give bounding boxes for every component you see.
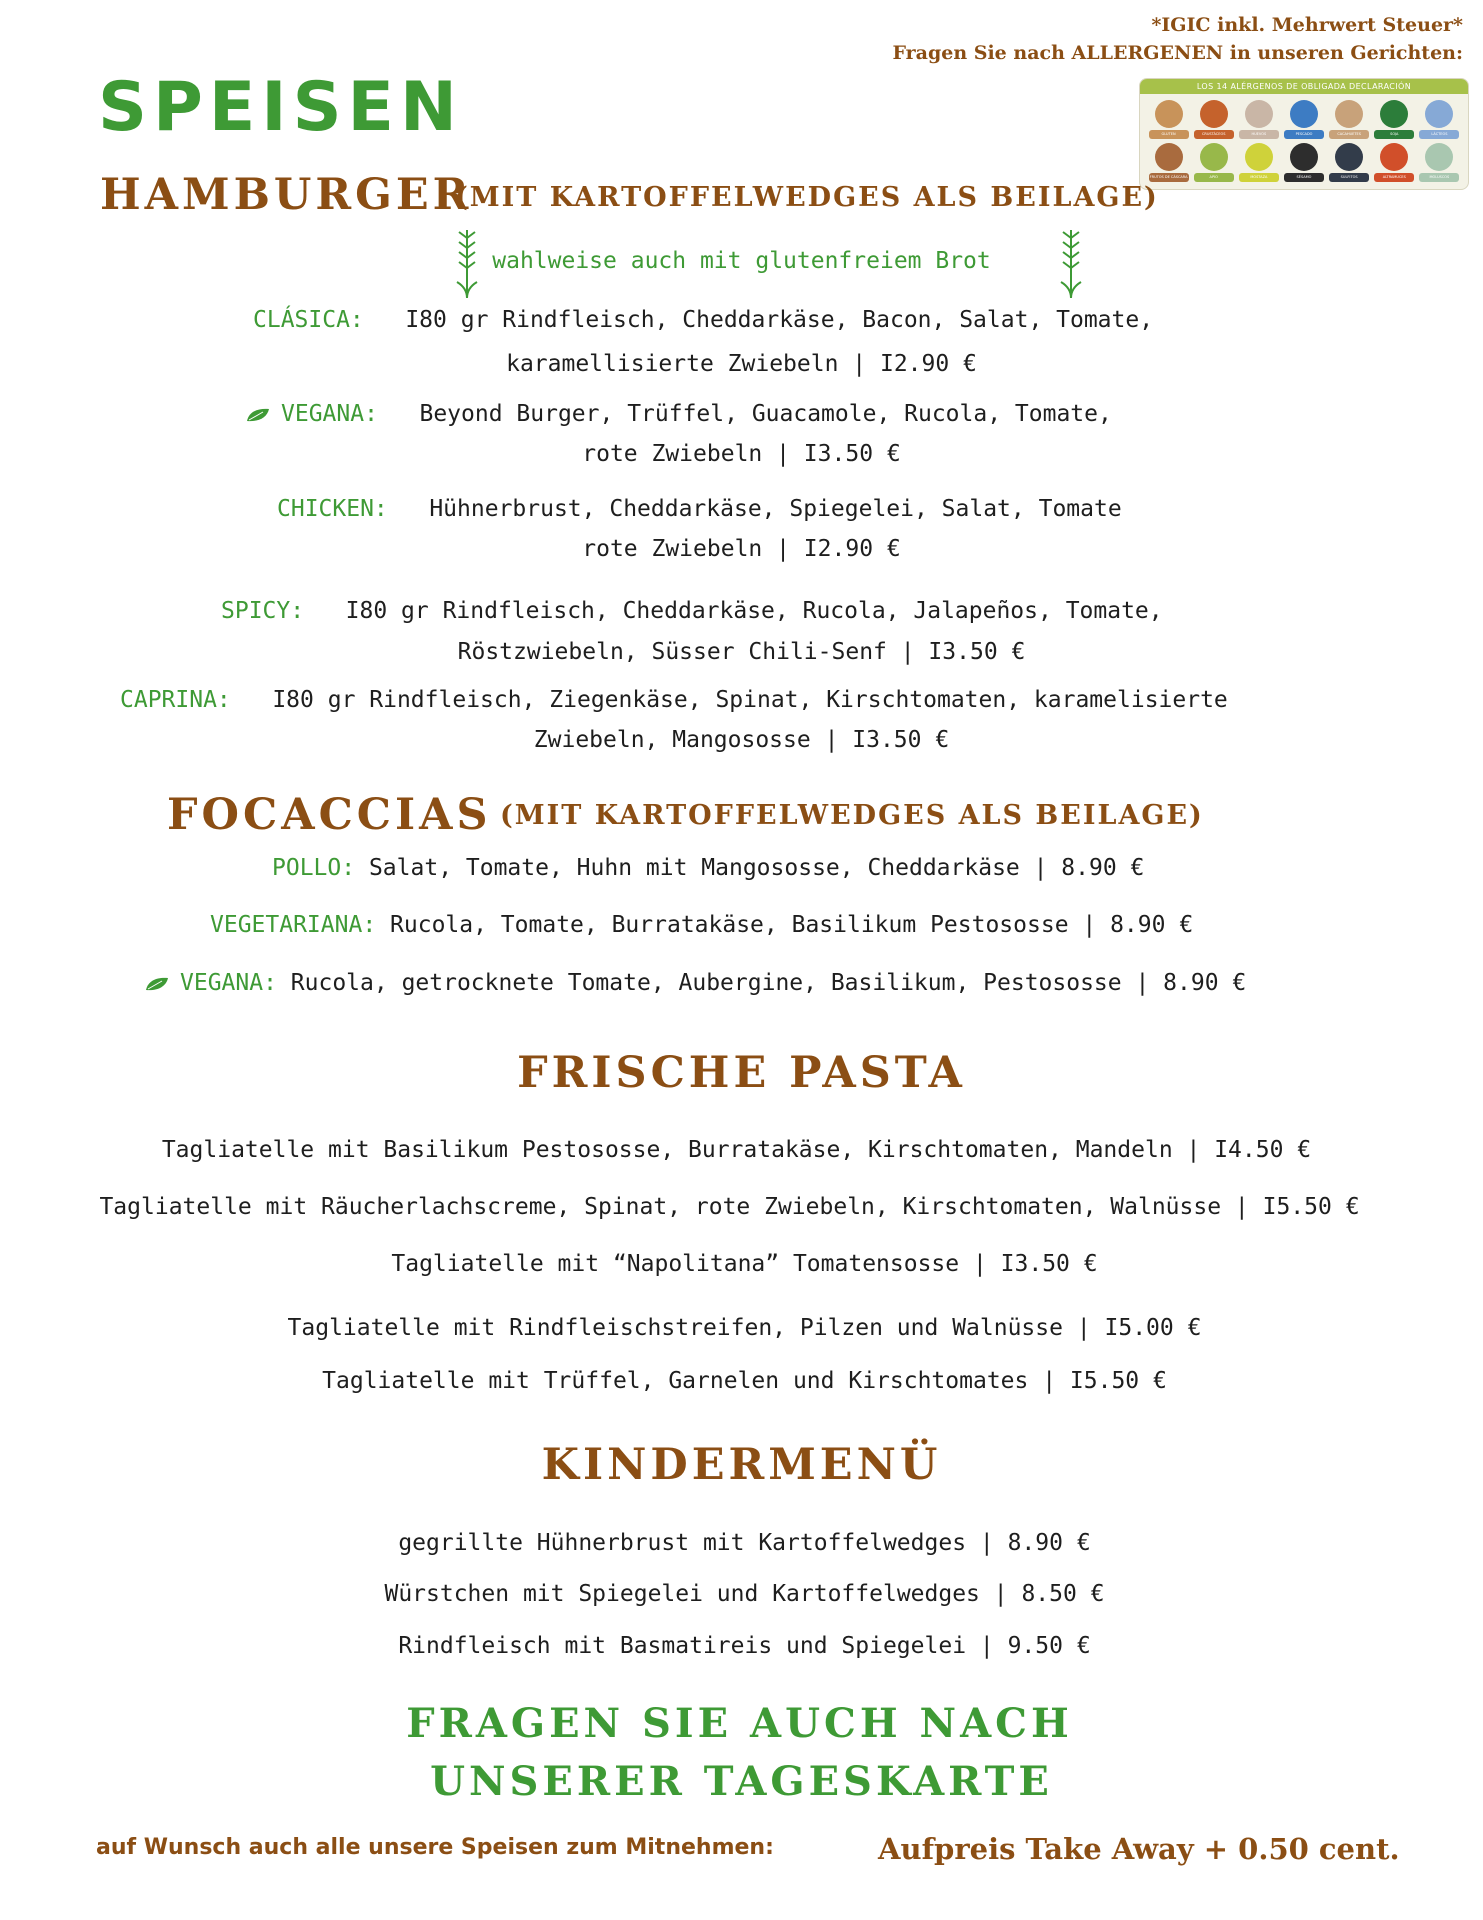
allergen-icon	[1290, 100, 1318, 128]
allergen-item	[1327, 143, 1372, 182]
allergen-icon	[1425, 143, 1453, 171]
allergen-item	[1327, 100, 1372, 139]
page-title: SPEISEN	[98, 68, 463, 147]
allergen-grid	[1140, 94, 1468, 182]
burger-clasica-line1: I80 gr Rindfleisch, Cheddarkäse, Bacon, Salat, Tomate,	[405, 307, 1154, 333]
allergen-icon	[1200, 143, 1228, 171]
burger-vegana-label: VEGANA:	[281, 401, 378, 427]
burger-chicken-label: CHICKEN:	[277, 496, 388, 522]
kids-item: Rindfleisch mit Basmatireis und Spiegelei | 9.50 €	[398, 1633, 1091, 1659]
allergen-icon	[1380, 143, 1408, 171]
burger-clasica-label: CLÁSICA:	[253, 307, 364, 333]
allergen-label: MOSTAZA	[1239, 173, 1279, 182]
allergen-item	[1372, 100, 1417, 139]
burger-clasica-line2: karamellisierte Zwiebeln | I2.90 €	[506, 351, 977, 377]
daily-menu-line1: FRAGEN SIE AUCH NACH	[406, 1700, 1073, 1747]
takeaway-note: auf Wunsch auch alle unsere Speisen zum Mitnehmen:	[96, 1835, 774, 1860]
allergen-note: Fragen Sie nach ALLERGENEN in unseren Gerichten:	[892, 42, 1463, 64]
tax-note: *IGIC inkl. Mehrwert Steuer*	[1151, 14, 1463, 36]
pasta-title: FRISCHE PASTA	[517, 1048, 966, 1098]
kids-item: Würstchen mit Spiegelei und Kartoffelwedges | 8.50 €	[384, 1581, 1105, 1607]
pasta-item: Tagliatelle mit “Napolitana” Tomatensosse | I3.50 €	[391, 1251, 1098, 1277]
allergen-label: APIO	[1194, 173, 1234, 182]
allergen-label: GLUTEN	[1149, 130, 1189, 139]
allergen-icon	[1155, 143, 1183, 171]
gluten-free-note: wahlweise auch mit glutenfreiem Brot	[492, 248, 991, 274]
focaccia-vegana-text: Rucola, getrocknete Tomate, Aubergine, Basilikum, Pestososse | 8.90 €	[290, 970, 1247, 996]
allergen-icon	[1155, 100, 1183, 128]
focaccia-vegetariana	[210, 905, 1193, 945]
allergen-item	[1417, 100, 1462, 139]
allergen-label: CRUSTÁCEOS	[1194, 130, 1234, 139]
hamburger-title: HAMBURGER	[100, 170, 473, 220]
allergen-icon	[1245, 143, 1273, 171]
burger-vegana-line1: Beyond Burger, Trüffel, Guacamole, Rucola, Tomate,	[419, 401, 1112, 427]
allergen-item	[1281, 143, 1326, 182]
allergen-label: SÉSAMO	[1284, 173, 1324, 182]
leaf-icon	[144, 976, 170, 992]
allergen-label: LÁCTEOS	[1419, 130, 1459, 139]
allergen-label: FRUTOS DE CÁSCARA	[1149, 173, 1189, 182]
burger-spicy-line1: I80 gr Rindfleisch, Cheddarkäse, Rucola, Jalapeños, Tomate,	[345, 598, 1163, 624]
kids-title: KINDERMENÜ	[541, 1440, 942, 1490]
allergen-item	[1236, 143, 1281, 182]
burger-vegana	[245, 394, 1112, 434]
leaf-icon	[245, 407, 271, 423]
allergen-icon	[1335, 100, 1363, 128]
burger-caprina-label: CAPRINA:	[120, 687, 231, 713]
allergen-label: MOLUSCOS	[1419, 173, 1459, 182]
allergen-icon	[1245, 100, 1273, 128]
takeaway-price: Aufpreis Take Away + 0.50 cent.	[878, 1832, 1400, 1866]
hamburger-subtitle: (MIT KARTOFFELWEDGES ALS BEILAGE)	[455, 182, 1159, 213]
focaccia-vegana-label: VEGANA:	[180, 970, 277, 996]
allergen-label: ALTRAMUCES	[1374, 173, 1414, 182]
allergen-icon	[1425, 100, 1453, 128]
allergen-label: HUEVOS	[1239, 130, 1279, 139]
kids-item: gegrillte Hühnerbrust mit Kartoffelwedges | 8.90 €	[398, 1530, 1091, 1556]
burger-chicken	[277, 489, 1122, 529]
allergen-label: SOJA	[1374, 130, 1414, 139]
burger-clasica	[253, 300, 1153, 340]
allergen-item	[1281, 100, 1326, 139]
allergen-label: CACAHUETES	[1329, 130, 1369, 139]
focaccia-pollo-text: Salat, Tomate, Huhn mit Mangososse, Cheddarkäse | 8.90 €	[368, 855, 1145, 881]
focaccia-vegana	[144, 963, 1246, 1003]
wheat-right-icon	[1058, 226, 1084, 302]
burger-caprina-line2: Zwiebeln, Mangososse | I3.50 €	[533, 727, 950, 753]
focaccia-pollo-label: POLLO:	[272, 855, 356, 881]
focaccia-vegetariana-label: VEGETARIANA:	[210, 912, 377, 938]
burger-vegana-line2: rote Zwiebeln | I3.50 €	[582, 441, 901, 467]
focaccia-vegetariana-text: Rucola, Tomate, Burratakäse, Basilikum Pestososse | 8.90 €	[390, 912, 1194, 938]
burger-caprina-line1: I80 gr Rindfleisch, Ziegenkäse, Spinat, Kirschtomaten, karamelisierte	[272, 687, 1228, 713]
allergen-item	[1191, 143, 1236, 182]
allergen-chart	[1139, 78, 1469, 190]
allergen-item	[1372, 143, 1417, 182]
burger-chicken-line2: rote Zwiebeln | I2.90 €	[582, 536, 901, 562]
burger-spicy-label: SPICY:	[221, 598, 305, 624]
daily-menu-line2: UNSERER TAGESKARTE	[430, 1758, 1053, 1805]
allergen-item	[1146, 100, 1191, 139]
burger-spicy	[221, 591, 1163, 631]
focaccia-pollo	[272, 848, 1144, 888]
allergen-icon	[1200, 100, 1228, 128]
allergen-item	[1417, 143, 1462, 182]
pasta-item: Tagliatelle mit Räucherlachscreme, Spinat, rote Zwiebeln, Kirschtomaten, Walnüsse | I5.50 €	[99, 1194, 1360, 1220]
allergen-item	[1191, 100, 1236, 139]
allergen-label: SULFITOS	[1329, 173, 1369, 182]
allergen-label: PESCADO	[1284, 130, 1324, 139]
burger-caprina	[120, 680, 1228, 720]
allergen-item	[1236, 100, 1281, 139]
allergen-icon	[1290, 143, 1318, 171]
pasta-item: Tagliatelle mit Trüffel, Garnelen und Kirschtomates | I5.50 €	[322, 1368, 1167, 1394]
burger-spicy-line2: Röstzwiebeln, Süsser Chili-Senf | I3.50 €	[457, 639, 1026, 665]
allergen-item	[1146, 143, 1191, 182]
focaccias-subtitle: (MIT KARTOFFELWEDGES ALS BEILAGE)	[500, 800, 1204, 831]
pasta-item: Tagliatelle mit Basilikum Pestososse, Burratakäse, Kirschtomaten, Mandeln | I4.50 €	[161, 1137, 1312, 1163]
pasta-item: Tagliatelle mit Rindfleischstreifen, Pilzen und Walnüsse | I5.00 €	[287, 1315, 1202, 1341]
allergen-chart-title: LOS 14 ALÉRGENOS DE OBLIGADA DECLARACIÓN	[1140, 79, 1468, 94]
burger-chicken-line1: Hühnerbrust, Cheddarkäse, Spiegelei, Salat, Tomate	[429, 496, 1122, 522]
focaccias-title: FOCACCIAS	[167, 790, 492, 840]
allergen-icon	[1335, 143, 1363, 171]
allergen-icon	[1380, 100, 1408, 128]
